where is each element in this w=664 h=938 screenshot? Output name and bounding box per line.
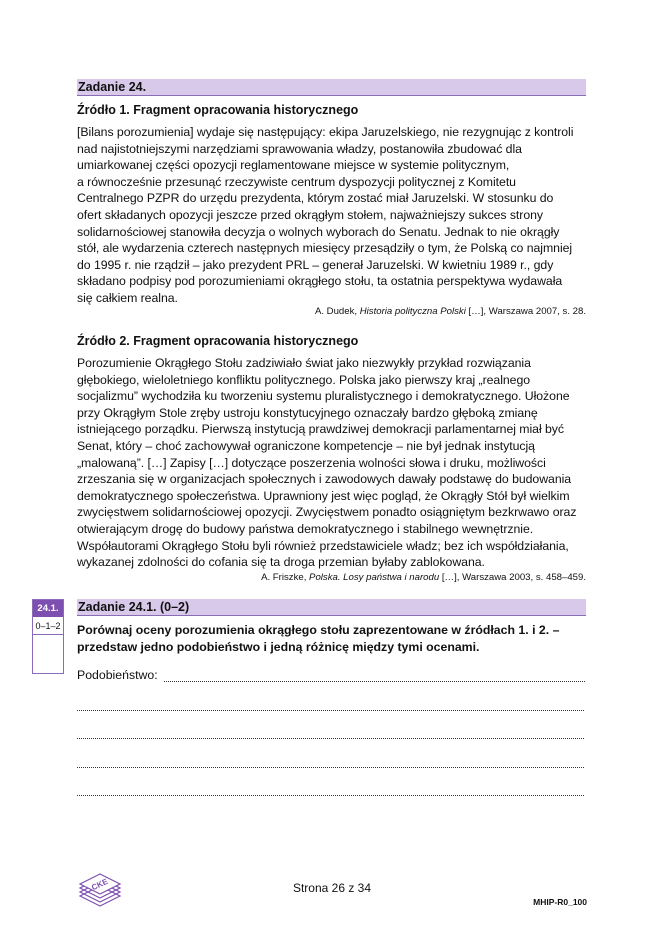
source1-line: [Bilans porozumienia] wydaje się następujący: ekipa Jaruzelskiego, nie rezygnując z kontroli bbox=[77, 125, 574, 139]
answer-line-2[interactable] bbox=[77, 697, 586, 711]
question-line: przedstaw jedno podobieństwo i jedną różnicę między tymi ocenami. bbox=[77, 640, 480, 654]
source1-citation-work: Historia polityczna Polski bbox=[359, 306, 466, 317]
subtask-title: Zadanie 24.1. (0–2) bbox=[78, 600, 190, 614]
score-field[interactable] bbox=[33, 635, 63, 673]
source2-line: Porozumienie Okrągłego Stołu zadziwiało świat jako niezwykły przykład rozwiązania bbox=[77, 356, 531, 370]
source1-line: składano podpisy pod porozumieniami okrągłego stołu, ta ostatnia perspektywa wydawała bbox=[77, 274, 563, 289]
answer-line-1[interactable] bbox=[77, 668, 586, 682]
source2-line: przy Okrągłym Stole zręby ustroju konstytucyjnego oznaczały bardzo głęboką zmianę bbox=[77, 405, 538, 420]
source1-line: ofert składanych opozycji jeszcze przed okrągłym stołem, najważniejszy sukces strony bbox=[77, 207, 544, 222]
source2-citation bbox=[261, 572, 586, 583]
cke-logo-text: CKE bbox=[90, 876, 110, 893]
source2-title: Źródło 2. Fragment opracowania historycznego bbox=[77, 334, 359, 348]
source2-line: demokratycznego społeczeństwa. Uprawniony jest więc pogląd, że Okrągły Stół był wielkim bbox=[77, 488, 570, 503]
task-header bbox=[77, 79, 586, 96]
question-line: Porównaj oceny porozumienia okrągłego stołu zaprezentowane w źródłach 1. i 2. – bbox=[77, 623, 560, 637]
source1-line: Centralnego PZPR do urzędu prezydenta, którym zostać miał Jaruzelski. W stosunku do bbox=[77, 191, 554, 206]
source1-line: nad najistotniejszymi narzędziami sprawowania władzy, postanowiła zbudować dla bbox=[77, 141, 522, 156]
page-number: Strona 26 z 34 bbox=[292, 881, 372, 895]
source2-line: otwierającym drogę do budowy państwa demokratycznego i stabilnego wewnętrznie. bbox=[77, 521, 534, 536]
source1-line: stół, ale wydarzenia czterech następnych miesięcy przesądziły o tym, że Polską co najmniej bbox=[77, 241, 573, 256]
source1-line: a równocześnie przesunąć rzeczywiste centrum dyspozycji politycznej z Komitetu bbox=[77, 174, 516, 189]
source2-citation-rest: […], Warszawa 2003, s. 458–459. bbox=[439, 572, 586, 583]
answer-label: Podobieństwo: bbox=[77, 668, 158, 682]
answer-line-5[interactable] bbox=[77, 782, 586, 796]
source2-line: Senat, który – choć zachowywał ograniczone kompetencje – nie był jednak instytucją bbox=[77, 438, 535, 453]
source2-line: zrzeszania się w organizacjach społecznych i zawodowych dawały podstawę do budowania bbox=[77, 472, 572, 487]
source2-line: zwycięstwem solidarnościowej opozycji. Zwycięstwem ponadto osiągniętym bezkrwawo oraz bbox=[77, 505, 577, 520]
subtask-number: 24.1. bbox=[33, 600, 63, 617]
answer-line-4[interactable] bbox=[77, 754, 586, 768]
source2-line: Współautorami Okrągłego Stołu byli również przedstawiciele władz; bez ich współdziałania, bbox=[77, 538, 569, 553]
source1-line: do 1995 r. nie rządził – jako prezydent PRL – generał Jaruzelski. W kwietniu 1989 r., gdy bbox=[77, 257, 554, 272]
source1-line: umiarkowanej części opozycji reglamentowane miejsce w systemie politycznym, bbox=[77, 158, 510, 173]
source2-line: socjalizmu” wychodziła ku tworzeniu systemu pluralistycznego i demokratycznego. Ułożone bbox=[77, 389, 570, 404]
source2-line: głębokiego, wieloletniego konfliktu politycznego. Polska jako pierwszy kraj „realnego bbox=[77, 372, 531, 387]
score-range: 0–1–2 bbox=[33, 617, 63, 635]
source2-line: „malowaną”. […] Zapisy […] dotyczące poszerzenia wolności słowa i druku, możliwości bbox=[77, 455, 546, 470]
score-box bbox=[32, 599, 64, 674]
source1-title: Źródło 1. Fragment opracowania historycznego bbox=[77, 103, 359, 117]
source2-line: istniejącego porządku. Pierwszą instytucją prawdziwej demokracji parlamentarnej miał być bbox=[77, 422, 565, 437]
source2-citation-author: A. Friszke, bbox=[261, 572, 310, 583]
source1-citation-rest: […], Warszawa 2007, s. 28. bbox=[465, 306, 586, 317]
source2-line: wykazanej zdolności do cofania się ta droga przemian byłaby zablokowana. bbox=[77, 555, 485, 570]
task-title: Zadanie 24. bbox=[78, 80, 147, 94]
source2-citation-work: Polska. Losy państwa i narodu bbox=[309, 572, 440, 583]
source1-line: solidarnościowej stanowiła decyzja o wolnych wyborach do Senatu. Jednak to nie okrągły bbox=[77, 224, 560, 239]
answer-line-3[interactable] bbox=[77, 725, 586, 739]
source1-text bbox=[77, 124, 587, 307]
source1-citation bbox=[315, 306, 586, 317]
subtask-question bbox=[77, 622, 587, 656]
source2-text bbox=[77, 355, 587, 571]
subtask-header bbox=[77, 599, 586, 616]
source1-line: się całkiem realna. bbox=[77, 290, 178, 305]
document-code: MHIP-R0_100 bbox=[533, 897, 587, 907]
source1-citation-author: A. Dudek, bbox=[314, 306, 360, 317]
